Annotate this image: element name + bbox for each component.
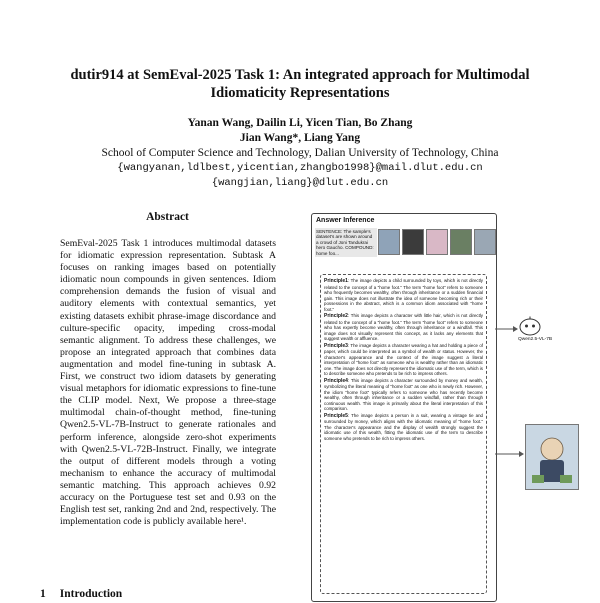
reasoning-box bbox=[320, 274, 487, 594]
email-line-1: {wangyanan,ldlbest,yicentian,zhangbo1998}@mail.dlut.edu.cn bbox=[117, 162, 483, 174]
abstract-body: SemEval-2025 Task 1 introduces multimodal datasets for idiomatic expression representation. Subtask A focuses on ranking images based on potentially idiomatic noun compounds in given sentences. Idiom comprehension demands the fusion of visual and auditory elements with contextual semantics, yet existing datasets exhibit phrase-image discordance and culture-specific opacity, impeding cross-modal semantic alignment. To address these challenges, we propose an integrated approach that combines data augmentation and model fine-tuning in subtask A. First, we construct two idiom datasets by generating visual metaphors for idiomatic expressions to fine-tune the CLIP model. Next, We propose a three-stage multimodal chain-of-thought method, fine-tuning Qwen2.5-VL-7B-Instruct to generate rationales and perform inference, alongside zero-shot experiments with Qwen2.5-VL-72B-Instruct. Finally, we integrate the output of different models through a voting mechanism to enhance the accuracy of multimodal semantic matching. This approach achieves 0.92 accuracy on the Portuguese test set and 0.93 on the English test set, ranking 2nd and 2nd, respectively. The implementation code is publicly available here¹. bbox=[60, 238, 276, 528]
candidate-image-2 bbox=[402, 229, 424, 255]
reasoning-text: The image depicts a person in a suit, wearing a vintage tie and surrounded by money, which aligns with the idiomatic meaning of "home foot." The character's appearance and the display of wealth strongly suggest the idiomatic use of this wealth, fitting the idiomatic use of the term to describe someone who pretends to be rich to impress others. bbox=[324, 412, 483, 441]
character-illustration bbox=[526, 425, 578, 489]
robot-icon bbox=[518, 316, 542, 336]
email-line-2: {wangjian,liang}@dlut.edu.cn bbox=[211, 177, 389, 189]
reasoning-tag: Principle1 bbox=[324, 278, 348, 284]
panel-title: Answer Inference bbox=[316, 217, 375, 224]
reasoning-tag: Principle2 bbox=[324, 313, 348, 319]
reasoning-item-2: Principle2: This image depicts a character with little hair, which is not directly related to the concept of a "home foot." The term "home foot" refers to someone who has expertly become wealthy, often through inheritance or a windfall. This image does not visually represent this concept, as it lacks any elements that suggest wealth or affluence. bbox=[324, 313, 483, 341]
authors-line-1: Yanan Wang, Dailin Li, Yicen Tian, Bo Zhang bbox=[187, 117, 413, 129]
reasoning-item-5: Principle5: The image depicts a person in a suit, wearing a vintage tie and surrounded by money, which aligns with the idiomatic meaning of "home foot." The character's appearance and the display of wealth strongly suggest the idiomatic use of this wealth, fitting the idiomatic use of the term to describe someone who pretends to be rich to impress others. bbox=[324, 412, 483, 441]
reasoning-text: The image depicts a character wearing a hat and holding a piece of paper, which could be interpreted as a symbol of wealth or status. However, the character's appearance and the context of the image suggest a literal interpretation of "home foot" as someone who is wealthy rather than an idiomatic one. The image does not directly represent the idiomatic use of the term, which is to describe someone who pretends to be rich to impress others. bbox=[324, 342, 483, 376]
reasoning-item-3: Principle3: The image depicts a character wearing a hat and holding a piece of paper, which could be interpreted as a symbol of wealth or status. However, the character's appearance and the context of the image suggest a literal interpretation of "home foot" as someone who is wealthy rather than an idiomatic one. The image does not directly represent the idiomatic use of the term, which is to describe someone who pretends to be rich to impress others. bbox=[324, 342, 483, 376]
selected-image bbox=[525, 424, 579, 490]
reasoning-tag: Principle5 bbox=[324, 412, 348, 419]
candidate-image-5 bbox=[474, 229, 496, 255]
title-line-1: dutir914 at SemEval-2025 Task 1: An integrated approach for Multimodal bbox=[70, 67, 530, 83]
author-block bbox=[40, 116, 560, 191]
answer-inference-panel bbox=[311, 213, 497, 602]
sentence-box: SENTENCE: The sample's dataset's are shown around a crowd of Joni Tandukrai hero Gaucho. COMPOUND: home foo... bbox=[315, 228, 377, 257]
reasoning-item-1: Principle1: The image depicts a child surrounded by toys, which is not directly related to the concept of a "home foot." The term "home foot" refers to someone who frequently becomes wealthy, often through inheritance or a sudden financial gain. This image does not illustrate the idea of someone becoming rich or their possessions in the abstract, which is a common idiom associated with "home foot." bbox=[324, 278, 483, 312]
reasoning-item-4: Principle4: This image depicts a character surrounded by money and wealth, symbolizing the literal meaning of "home foot" as one who is newly rich. However, the idiom "home foot" typically refers to someone who has recently become wealthy, often through inheritance or a sudden windfall, rather than through continuous wealth. This image is primarily about the literal interpretation of this comparison. bbox=[324, 377, 483, 411]
candidate-image-1 bbox=[378, 229, 400, 255]
arrow-to-model-icon bbox=[495, 323, 519, 335]
introduction-heading bbox=[40, 588, 122, 600]
candidate-image-4 bbox=[450, 229, 472, 255]
method-figure bbox=[311, 213, 581, 603]
candidate-images bbox=[378, 229, 496, 255]
reasoning-text: This image depicts a character with little hair, which is not directly related to the concept of a "home foot." The term "home foot" refers to someone who has expertly become wealthy, often through inheritance or a windfall. This image does not visually represent this concept, as it lacks any elements that suggest wealth or affluence. bbox=[324, 313, 483, 341]
authors-line-2: Jian Wang*, Liang Yang bbox=[239, 132, 361, 144]
affiliation: School of Computer Science and Technology, Dalian University of Technology, China bbox=[101, 147, 499, 159]
reasoning-tag: Principle4 bbox=[324, 377, 348, 384]
section-title: Introduction bbox=[59, 588, 123, 600]
reasoning-text: This image depicts a character surrounded by money and wealth, symbolizing the literal meaning of "home foot" as one who is newly rich. However, the idiom "home foot" typically refers to someone who has recently become wealthy, often through inheritance or a sudden windfall, rather than through continuous wealth. This image is primarily about the literal interpretation of this comparison. bbox=[324, 377, 483, 411]
title-line-2: Idiomaticity Representations bbox=[210, 85, 390, 101]
candidate-image-3 bbox=[426, 229, 448, 255]
abstract-heading: Abstract bbox=[146, 211, 189, 223]
arrow-to-result-icon bbox=[495, 448, 525, 460]
reasoning-tag: Principle3 bbox=[324, 342, 348, 349]
model-label: Qwen2.5-VL-7B bbox=[518, 337, 553, 342]
paper-title bbox=[40, 66, 560, 102]
section-number: 1 bbox=[40, 588, 46, 600]
reasoning-text: The image depicts a child surrounded by toys, which is not directly related to the concept of a "home foot." The term "home foot" refers to someone who frequently becomes wealthy, often through inheritance or a sudden financial gain. This image does not illustrate the idea of someone becoming rich or their possessions in the abstract, which is a common idiom associated with "home foot." bbox=[324, 278, 483, 312]
